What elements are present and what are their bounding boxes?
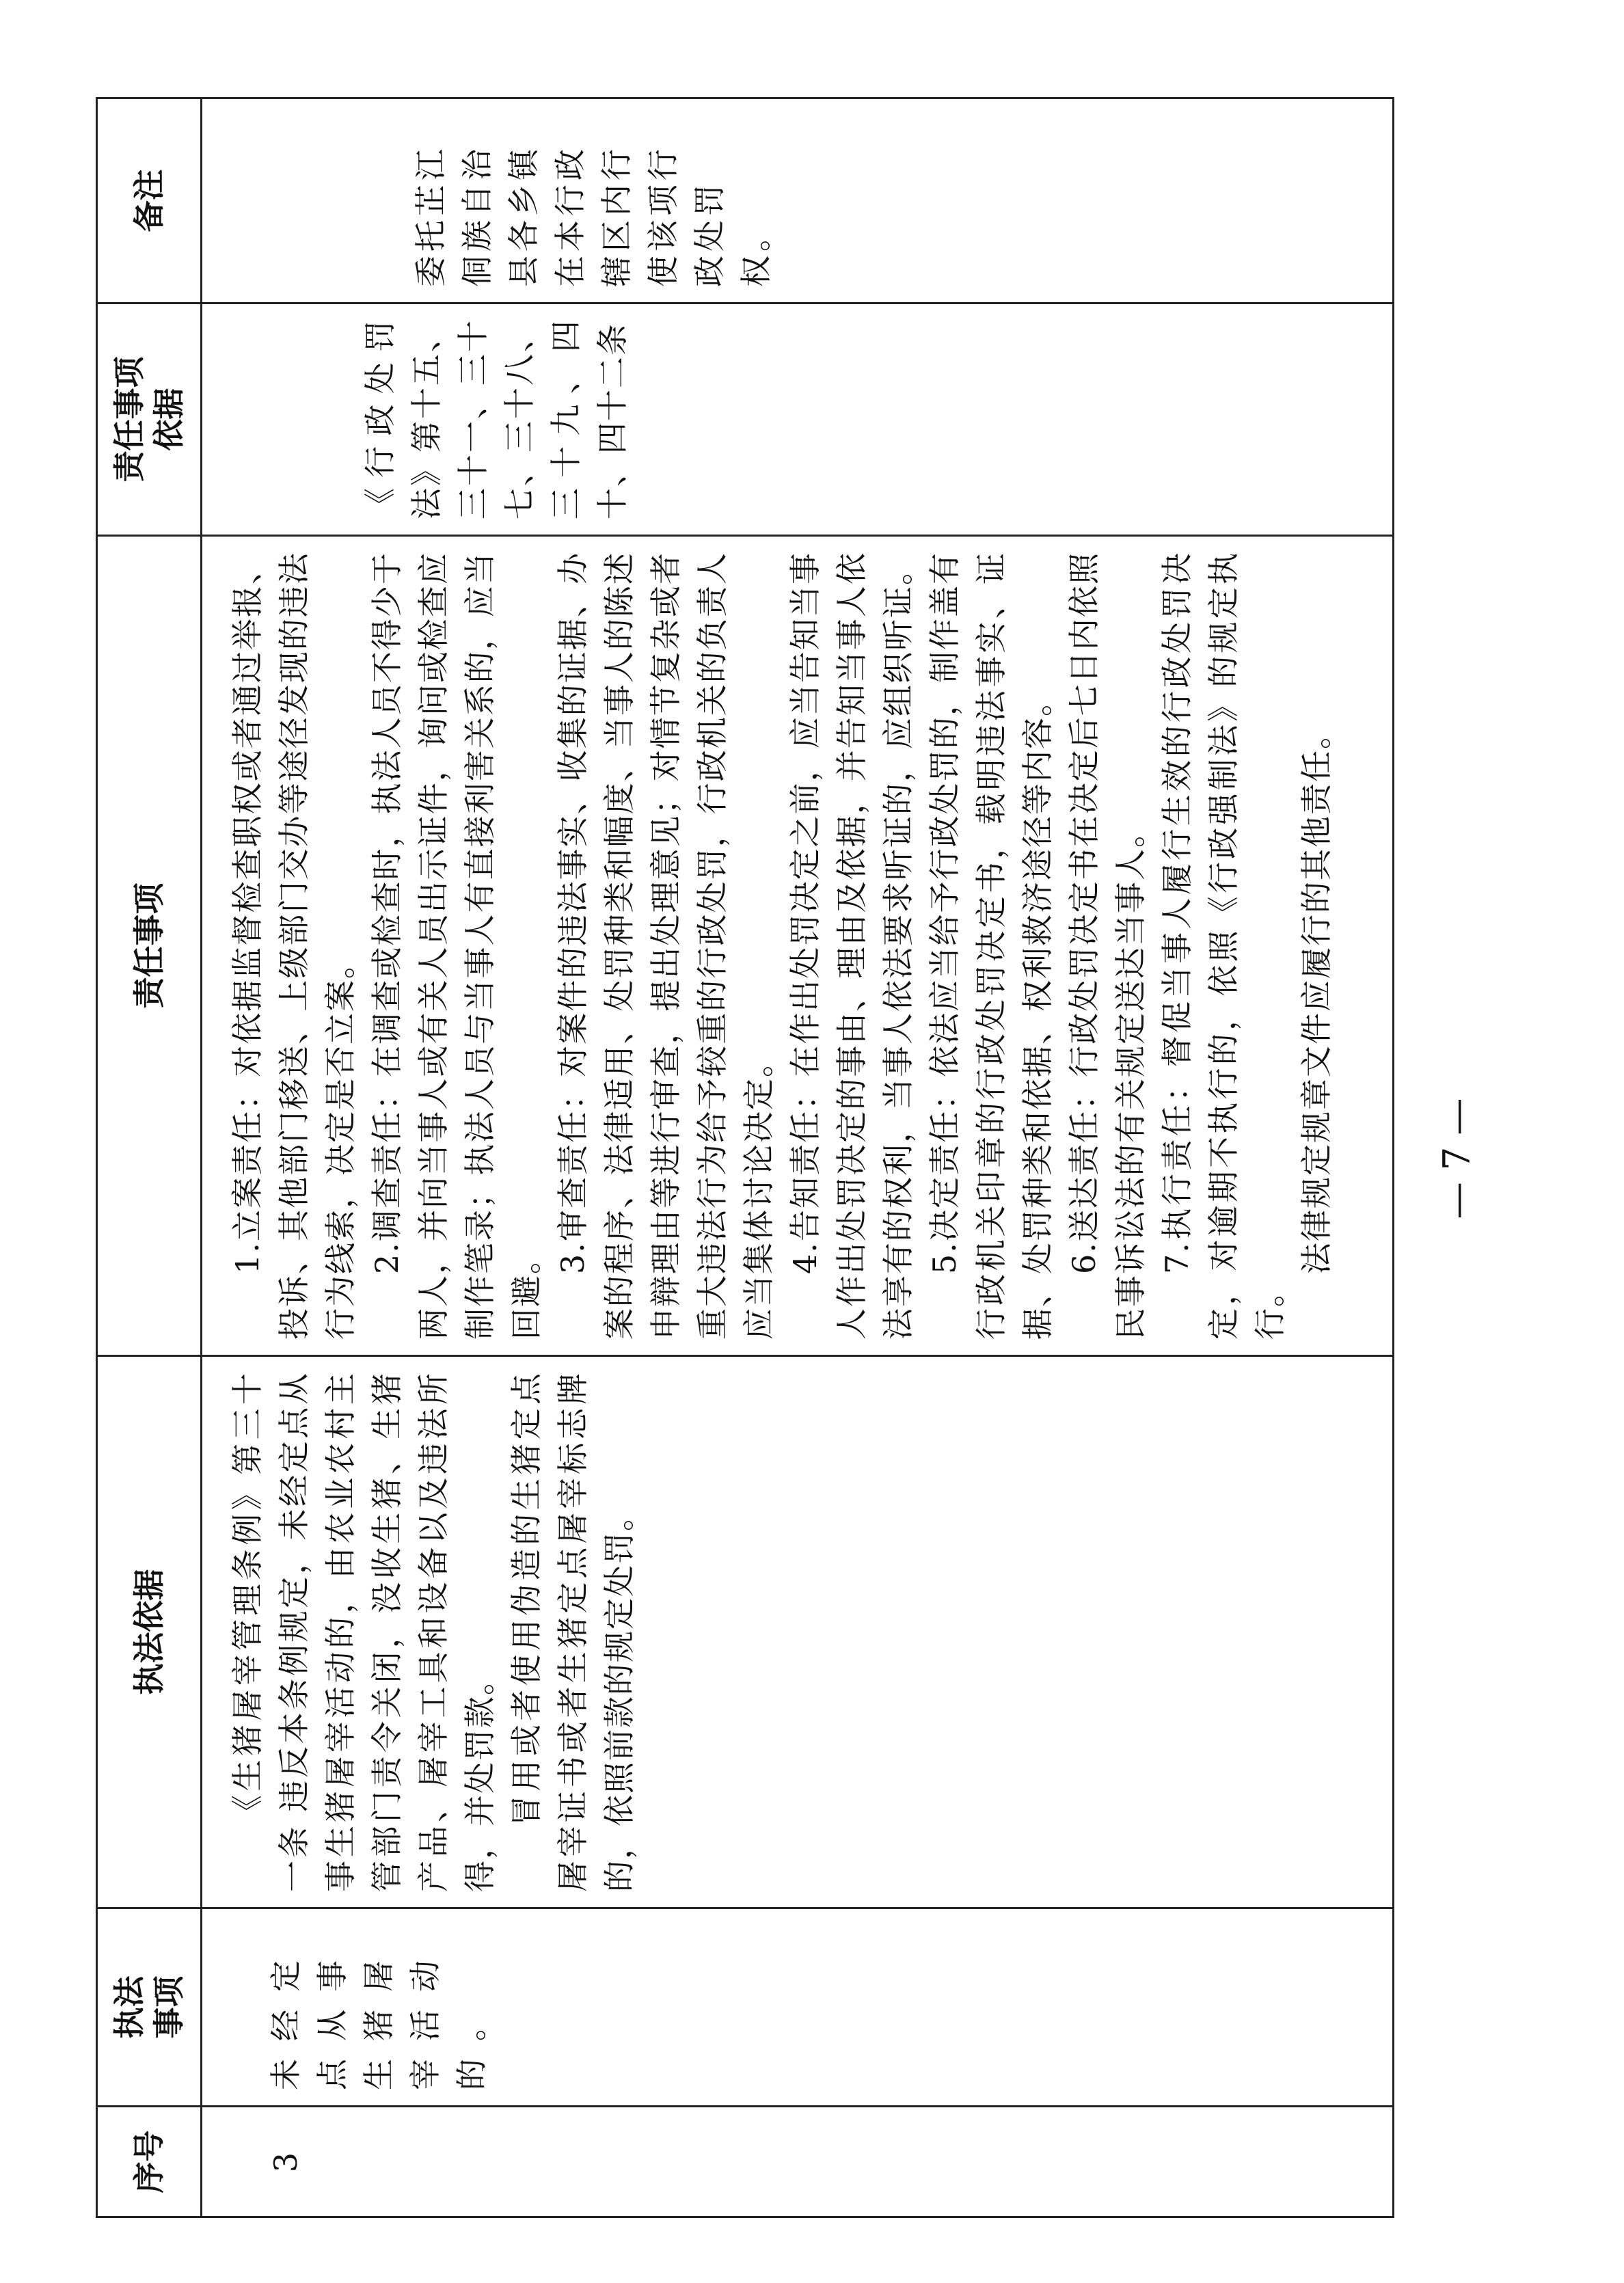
- responsibility-table: [96, 97, 1394, 2218]
- responsibility-paragraph: 3.审查责任：对案件的违法事实、收集的证据、办案的程序、法律适用、处罚种类和幅度、当事人的陈述申辩理由等进行审查，提出处理意见；对情节复杂或者重大违法行为给予较重的行政处罚，行政机关的负责人应当集体讨论决定。: [554, 552, 777, 1340]
- note-value: 委托芷江侗族自治县各乡镇在本行政辖区内行使该项行政处罚权。: [412, 145, 774, 287]
- cell-basis: [202, 1356, 1394, 1908]
- basis-paragraph: 冒用或者使用伪造的生猪定点屠宰证书或者生猪定点屠宰标志牌的，依照前款的规定处罚。: [508, 1372, 638, 1892]
- responsibility-paragraph: 2.调查责任：在调查或检查时，执法人员不得少于两人，并向当事人或有关人员出示证件，询问或检查应制作笔录；执法人员与当事人有直接利害关系的，应当回避。: [368, 552, 545, 1340]
- seq-value: 3: [267, 2150, 304, 2173]
- page-number: — 7 —: [1435, 1098, 1478, 1219]
- responsibility-paragraph: 法律规定规章文件应履行的其他责任。: [1298, 716, 1335, 1274]
- header-note: 备注: [97, 98, 202, 303]
- cell-responsibility: [202, 536, 1394, 1356]
- header-seq: 序号: [97, 2107, 202, 2217]
- table-row: [202, 98, 1394, 2217]
- header-item: 执法事项: [97, 1908, 202, 2107]
- responsibility-paragraph: 6.送达责任：行政处罚决定书在决定后七日内依照民事诉讼法的有关规定送达当事人。: [1066, 552, 1149, 1340]
- cell-item: [202, 1908, 1394, 2107]
- basis-paragraph: 《生猪屠宰管理条例》第三十一条 违反本条例规定，未经定点从事生猪屠宰活动的，由农业农村主管部门责令关闭，没收生猪、生猪产品、屠宰工具和设备以及违法所得，并处罚款。: [229, 1372, 498, 1892]
- table-header-row: [97, 98, 202, 2217]
- header-responsibility: 责任事项: [97, 536, 202, 1356]
- item-value: 未经定点从事生猪屠宰活动的。: [267, 1943, 490, 2090]
- responsibility-paragraph: 1.立案责任：对依据监督检查职权或者通过举报、投诉、其他部门移送、上级部门交办等途径发现的违法行为线索，决定是否立案。: [229, 552, 359, 1340]
- header-responsibility-basis: 责任事项依据: [97, 303, 202, 536]
- rotated-page: [96, 99, 1545, 2218]
- responsibility-paragraph: 4.告知责任：在作出处罚决定之前，应当告知当事人作出处罚决定的事由、理由及依据，并告知当事人依法享有的权利，当事人依法要求听证的，应组织听证。: [787, 552, 917, 1340]
- cell-responsibility-basis: [202, 303, 1394, 536]
- header-basis: 执法依据: [97, 1356, 202, 1908]
- responsibility-basis-value: 《行政处罚法》第十五、三十一、三十七、三十八、三十九、四十、四十二条: [362, 319, 631, 519]
- cell-note: [202, 98, 1394, 303]
- responsibility-paragraph: 5.决定责任：依法应当给予行政处罚的，制作盖有行政机关印章的行政处罚决定书，载明违法事实、证据、处罚种类和依据、权利救济途径等内容。: [926, 552, 1056, 1340]
- cell-seq: [202, 2107, 1394, 2217]
- responsibility-paragraph: 7.执行责任：督促当事人履行生效的行政处罚决定，对逾期不执行的，依照《行政强制法》的规定执行。: [1159, 552, 1288, 1340]
